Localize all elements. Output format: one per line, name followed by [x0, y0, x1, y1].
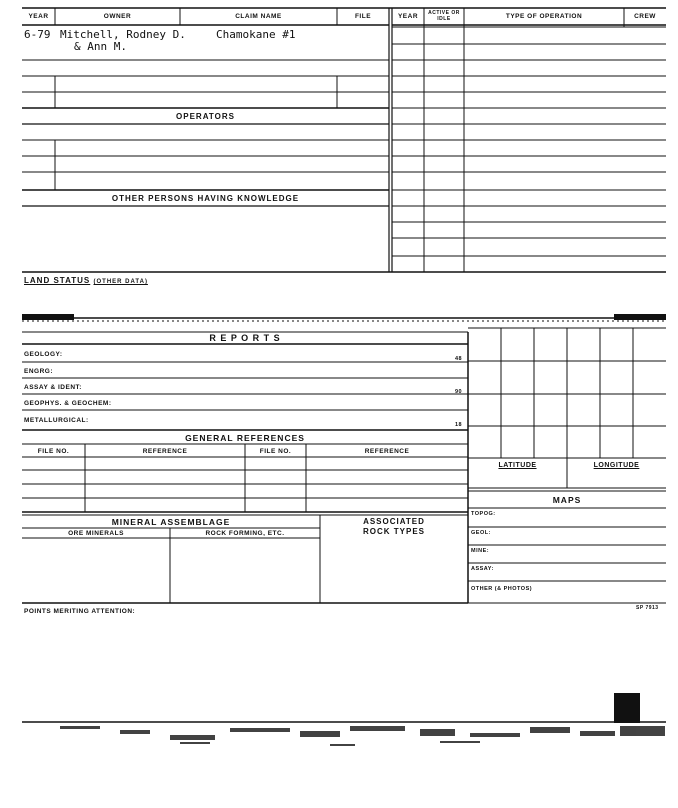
form-number: SP 7913 — [636, 605, 659, 611]
num-48: 48 — [455, 356, 463, 362]
tab-mark-right — [614, 314, 666, 320]
points-meriting-label: POINTS MERITING ATTENTION: — [24, 608, 136, 615]
general-references-heading: GENERAL REFERENCES — [185, 433, 305, 443]
reference-col-1: REFERENCE — [142, 448, 188, 455]
ore-minerals-label: ORE MINERALS — [68, 530, 124, 537]
header-year: YEAR — [28, 13, 49, 20]
geol-label: GEOL: — [471, 530, 491, 536]
latitude-label: LATITUDE — [498, 462, 537, 469]
header-type-of-operation: TYPE OF OPERATION — [505, 13, 583, 20]
reports-heading: R E P O R T S — [209, 333, 281, 343]
header-claim-name: CLAIM NAME — [235, 13, 282, 20]
header-crew: CREW — [634, 13, 656, 20]
other-photos-label: OTHER (& PHOTOS) — [471, 586, 533, 592]
file-no-col-2: FILE NO. — [259, 448, 292, 455]
num-18: 18 — [455, 422, 463, 428]
header-year-right: YEAR — [397, 13, 419, 20]
geophys-label: GEOPHYS. & GEOCHEM: — [24, 400, 112, 407]
entry-owner-line2: & Ann M. — [74, 40, 127, 53]
land-status-sub: (OTHER DATA) — [93, 279, 148, 285]
rock-forming-label: ROCK FORMING, ETC. — [205, 530, 285, 537]
entry-year: 6-79 — [24, 28, 51, 41]
mineral-assemblage-heading: MINERAL ASSEMBLAGE — [111, 517, 231, 527]
longitude-label: LONGITUDE — [593, 462, 640, 469]
land-status-label: LAND STATUS — [24, 276, 91, 285]
operators-heading: OPERATORS — [176, 112, 235, 121]
metallurgical-label: METALLURGICAL: — [24, 417, 89, 424]
header-owner: OWNER — [103, 13, 132, 20]
num-90: 90 — [455, 389, 463, 395]
entry-owner-line1: Mitchell, Rodney D. — [60, 28, 186, 41]
tab-mark-left — [22, 314, 74, 320]
assay-ident-label: ASSAY & IDENT: — [24, 384, 82, 391]
header-file: FILE — [354, 13, 372, 20]
land-status-heading — [24, 276, 148, 285]
reference-col-2: REFERENCE — [364, 448, 410, 455]
associated-rock-types-line1: ASSOCIATED — [363, 517, 425, 526]
engrg-label: ENGRG: — [24, 368, 53, 375]
assay-map-label: ASSAY: — [471, 566, 494, 572]
other-persons-heading: OTHER PERSONS HAVING KNOWLEDGE — [111, 194, 300, 203]
mine-label: MINE: — [471, 548, 490, 554]
scan-mark-square — [614, 693, 640, 723]
maps-heading: MAPS — [552, 495, 582, 505]
file-no-col-1: FILE NO. — [37, 448, 70, 455]
entry-claim: Chamokane #1 — [216, 28, 296, 41]
associated-rock-types-line2: ROCK TYPES — [362, 527, 425, 536]
geology-label: GEOLOGY: — [24, 351, 63, 358]
topog-label: TOPOG: — [471, 511, 496, 517]
header-active-or-idle: ACTIVE OR IDLE — [428, 10, 460, 22]
